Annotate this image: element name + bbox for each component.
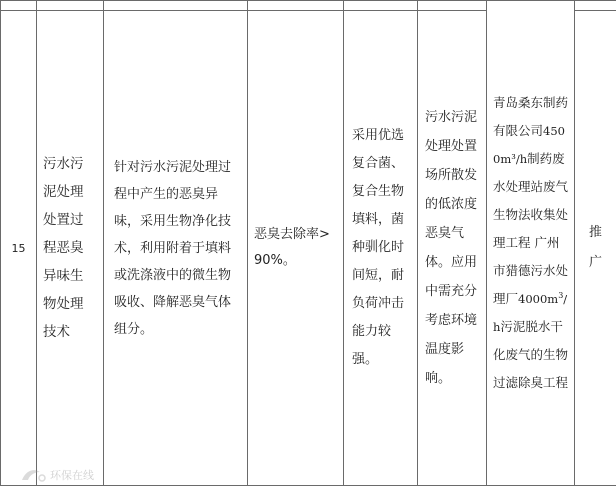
top-cell — [487, 1, 575, 486]
top-cell — [344, 1, 418, 11]
case2-company: 广州市猎德污水处理厂 — [493, 235, 569, 306]
technology-name: 污水污泥处理处置过程恶臭异味生物处理技术 — [43, 156, 84, 340]
status-cell — [575, 11, 616, 486]
top-cell — [418, 1, 487, 11]
status-text: 推广 — [588, 225, 602, 270]
scope-cell — [418, 11, 487, 486]
conditions-text: 采用优选复合菌、复合生物填料，菌种驯化时间短，耐负荷冲击能力较强。 — [352, 128, 405, 367]
top-cell — [104, 1, 248, 11]
case1-company: 青岛桑东制药有限公司 — [493, 95, 569, 138]
row-number: 15 — [1, 11, 37, 486]
effect-text: 恶臭去除率>90%。 — [254, 227, 330, 268]
case1-project: 制药废水处理站废气生物法收集处理工程 — [493, 151, 569, 250]
cases-cell — [487, 89, 574, 397]
top-cell — [575, 1, 616, 11]
conditions-cell — [344, 11, 418, 486]
top-cell — [248, 1, 344, 11]
watermark-text: 环保在线 — [50, 469, 94, 482]
technology-description-cell — [104, 11, 248, 486]
effect-cell — [248, 11, 344, 486]
scope-text: 污水污泥处理处置场所散发的低浓度恶臭气体。应用中需充分考虑环境温度影响。 — [425, 110, 478, 386]
case2-project: 污泥脱水干化废气的生物过滤除臭工程 — [493, 319, 569, 390]
technology-name-cell — [37, 11, 104, 486]
case1-capacity: 4500m³/h — [493, 124, 565, 166]
technology-description: 针对污水污泥处理过程中产生的恶臭异味，采用生物净化技术，利用附着于填料或洗涤液中的微生物吸收、降解恶臭气体组分。 — [114, 159, 232, 337]
top-row-fragment — [1, 1, 616, 11]
case2-capacity: $4000m^3/h$ — [493, 291, 568, 334]
top-cell — [1, 1, 37, 11]
top-cell — [37, 1, 104, 11]
